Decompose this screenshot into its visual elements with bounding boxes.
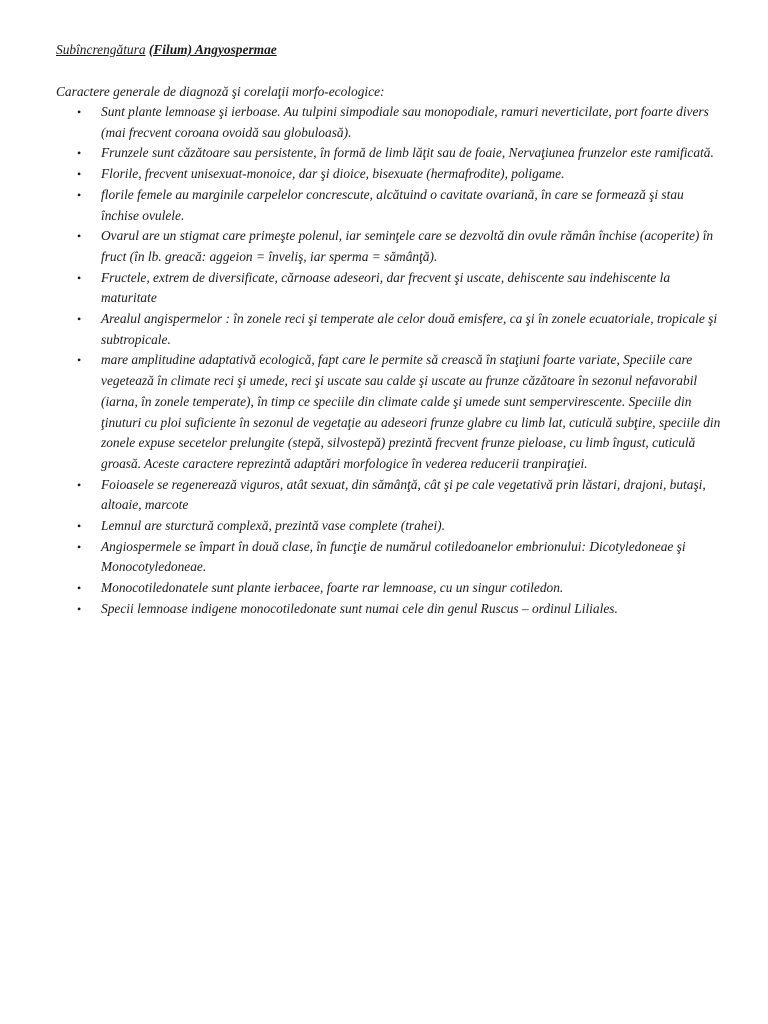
bullet-icon: • <box>77 229 82 244</box>
list-item-text: Monocotiledonatele sunt plante ierbacee, foarte rar lemnoase, cu un singur cotiledon. <box>101 580 564 596</box>
list-item <box>56 475 724 516</box>
list-item <box>56 599 724 620</box>
bullet-icon: • <box>77 167 82 182</box>
list-item-text: Fructele, extrem de diversificate, cărnoase adeseori, dar frecvent şi uscate, dehiscente sau indehiscente la maturitate <box>101 269 671 306</box>
list-item-text: Specii lemnoase indigene monocotiledonate sunt numai cele din genul Ruscus – ordinul Liliales. <box>101 600 618 616</box>
list-item-text: Angiospermele se împart în două clase, în funcţie de numărul cotiledoanelor embrionului: Dicotyledoneae şi Monocotyledoneae. <box>101 538 686 575</box>
list-item-text: Frunzele sunt căzătoare sau persistente, în formă de limb lăţit sau de foaie, Nervaţiunea frunzelor este ramificată. <box>101 145 714 161</box>
list-item <box>56 578 724 599</box>
bullet-icon: • <box>77 187 82 202</box>
list-item <box>56 226 724 267</box>
list-item <box>56 268 724 309</box>
list-item <box>56 309 724 350</box>
bullet-icon: • <box>77 477 82 492</box>
list-item-text: Foioasele se regenerează viguros, atât sexuat, din sămânţă, cât şi pe cale vegetativă prin lăstari, drajoni, butaşi, altoaie, marcote <box>101 476 706 513</box>
list-item-text: Ovarul are un stigmat care primeşte polenul, iar seminţele care se dezvoltă din ovule rămân închise (acoperite) în fruct (în lb. greacă: aggeion = înveliş, iar sperma = sămânţă). <box>101 228 714 264</box>
bullet-icon: • <box>77 353 82 368</box>
list-item <box>56 185 724 226</box>
list-item <box>56 516 724 537</box>
title-phylum-name: (Filum) Angyospermae <box>148 42 277 57</box>
intro-line: Caractere generale de diagnoză şi corelaţii morfo-ecologice: <box>56 84 385 99</box>
list-item-text: Lemnul are sturctură complexă, prezintă vase complete (trahei). <box>101 518 445 534</box>
bullet-icon: • <box>77 312 82 327</box>
bullet-icon: • <box>77 581 82 596</box>
list-item <box>56 102 724 143</box>
bullet-icon: • <box>77 105 82 119</box>
bullet-icon: • <box>77 146 82 161</box>
characteristics-list <box>56 102 724 620</box>
list-item-text: Florile, frecvent unisexuat-monoice, dar şi dioice, bisexuate (hermafrodite), poligame. <box>101 166 565 182</box>
list-item-text: Sunt plante lemnoase şi ierboase. Au tulpini simpodiale sau monopodiale, ramuri neverticilate, port foarte divers (mai frecvent coroana ovoidă sau globuloasă). <box>101 104 709 140</box>
list-item <box>56 537 724 578</box>
list-item-text: mare amplitudine adaptativă ecologică, fapt care le permite să crească în staţiuni foarte variate, Speciile care vegetează în climate reci şi umede, reci şi uscate sau calde şi uscate au frunze căzătoare în sezonul nefavorabil (iarna, în zonele temperate), în timp ce speciile din climate calde şi umede sunt sempervirescente. Speciile din ţinuturi cu ploi suficiente în sezonul de vegetaţie au adeseori frunze glabre cu limb lat, cuticulă subţire, speciile din zonele expuse secetelor prelungite (stepă, silvostepă) prezintă frecvent frunze pieloase, cu limb îngust, cuticulă groasă. Aceste caractere reprezintă adaptări morfologice în vederea reducerii tranpiraţiei. <box>101 352 721 471</box>
bullet-icon: • <box>77 519 82 534</box>
bullet-icon: • <box>77 270 82 285</box>
list-item <box>56 143 724 164</box>
list-item-text: Arealul angispermelor : în zonele reci şi temperate ale celor două emisfere, ca şi în zonele ecuatoriale, tropicale şi subtropicale. <box>101 311 718 347</box>
title-subphylum: Subîncrengătura <box>56 42 146 57</box>
list-item <box>56 350 724 474</box>
list-item <box>56 164 724 185</box>
list-item-text: florile femele au marginile carpelelor concrescute, alcătuind o cavitate ovariană, în care se formează şi stau închise ovulele. <box>101 186 684 223</box>
bullet-icon: • <box>77 539 82 554</box>
bullet-icon: • <box>77 601 82 616</box>
document-title <box>56 40 277 61</box>
